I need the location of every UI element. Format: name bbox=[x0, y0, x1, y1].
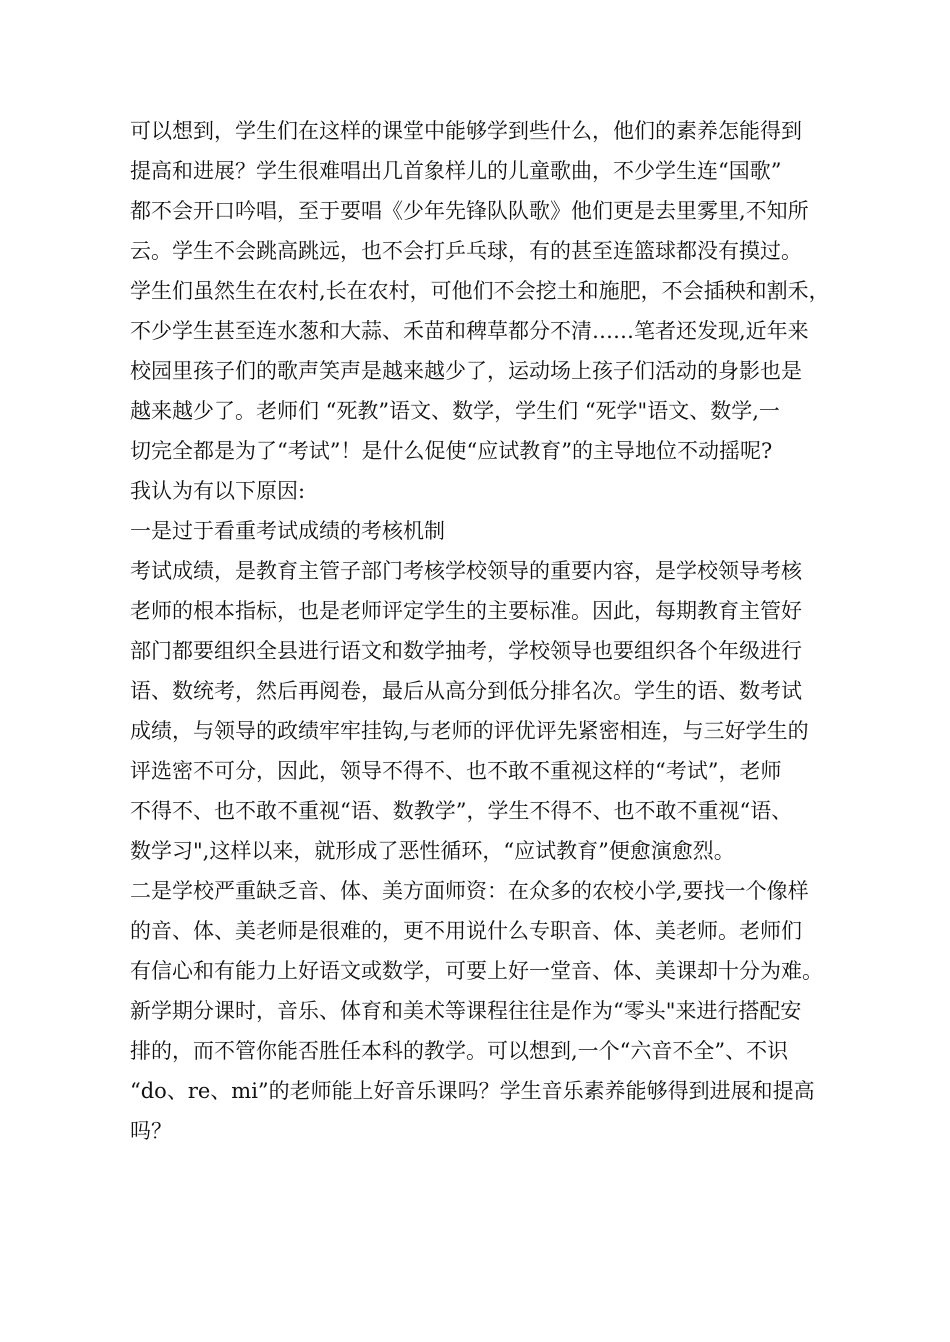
text-line: 校园里孩子们的歌声笑声是越来越少了，运动场上孩子们活动的身影也是 bbox=[130, 359, 802, 383]
text-line: 都不会开口吟唱，至于要唱《少年先锋队队歌》他们更是去里雾里,不知所 bbox=[130, 199, 809, 223]
text-line: 有信心和有能力上好语文或数学，可要上好一堂音、体、美课却十分为难。 bbox=[130, 959, 823, 983]
text-line: 提高和进展？学生很难唱出几首象样儿的儿童歌曲，不少学生连“国歌” bbox=[130, 159, 782, 183]
text-line: 吗？ bbox=[130, 1119, 172, 1143]
text-line: 成绩，与领导的政绩牢牢挂钩,与老师的评优评先紧密相连，与三好学生的 bbox=[130, 719, 809, 743]
text-line: 部门都要组织全县进行语文和数学抽考，学校领导也要组织各个年级进行 bbox=[130, 639, 802, 663]
section-heading: 一是过于看重考试成绩的考核机制 bbox=[130, 519, 445, 543]
text-line: 排的，而不管你能否胜任本科的教学。可以想到,一个“六音不全”、不识 bbox=[130, 1039, 789, 1063]
text-line: 学生们虽然生在农村,长在农村，可他们不会挖土和施肥，不会插秧和割禾， bbox=[130, 279, 830, 303]
text-line: 不得不、也不敢不重视“语、数教学”，学生不得不、也不敢不重视“语、 bbox=[130, 799, 793, 823]
document-body bbox=[130, 111, 868, 1151]
text-line: 的音、体、美老师是很难的，更不用说什么专职音、体、美老师。老师们 bbox=[130, 919, 802, 943]
text-line: 新学期分课时，音乐、体育和美术等课程往往是作为“零头"来进行搭配安 bbox=[130, 999, 802, 1023]
text-line: 二是学校严重缺乏音、体、美方面师资：在众多的农校小学,要找一个像样 bbox=[130, 879, 809, 903]
text-line: 老师的根本指标，也是老师评定学生的主要标准。因此，每期教育主管好 bbox=[130, 599, 802, 623]
text-line: 越来越少了。老师们 “死教”语文、数学，学生们 “死学"语文、数学,一 bbox=[130, 399, 780, 423]
text-line: 不少学生甚至连水葱和大蒜、禾苗和稗草都分不清……笔者还发现,近年来 bbox=[130, 319, 809, 343]
text-line: 可以想到，学生们在这样的课堂中能够学到些什么，他们的素养怎能得到 bbox=[130, 119, 802, 143]
text-line: 我认为有以下原因: bbox=[130, 479, 306, 503]
text-line: 考试成绩，是教育主管子部门考核学校领导的重要内容，是学校领导考核 bbox=[130, 559, 802, 583]
text-line: 云。学生不会跳高跳远，也不会打乒乓球，有的甚至连篮球都没有摸过。 bbox=[130, 239, 802, 263]
text-line: 语、数统考，然后再阅卷，最后从高分到低分排名次。学生的语、数考试 bbox=[130, 679, 802, 703]
text-line: 数学习",这样以来，就形成了恶性循环，“应试教育”便愈演愈烈。 bbox=[130, 839, 735, 863]
text-line: 切完全都是为了“考试”！是什么促使“应试教育”的主导地位不动摇呢? bbox=[130, 439, 773, 463]
text-line: 评选密不可分，因此，领导不得不、也不敢不重视这样的“考试”，老师 bbox=[130, 759, 782, 783]
text-line: “do、re、mi”的老师能上好音乐课吗？学生音乐素养能够得到进展和提高 bbox=[130, 1079, 815, 1103]
